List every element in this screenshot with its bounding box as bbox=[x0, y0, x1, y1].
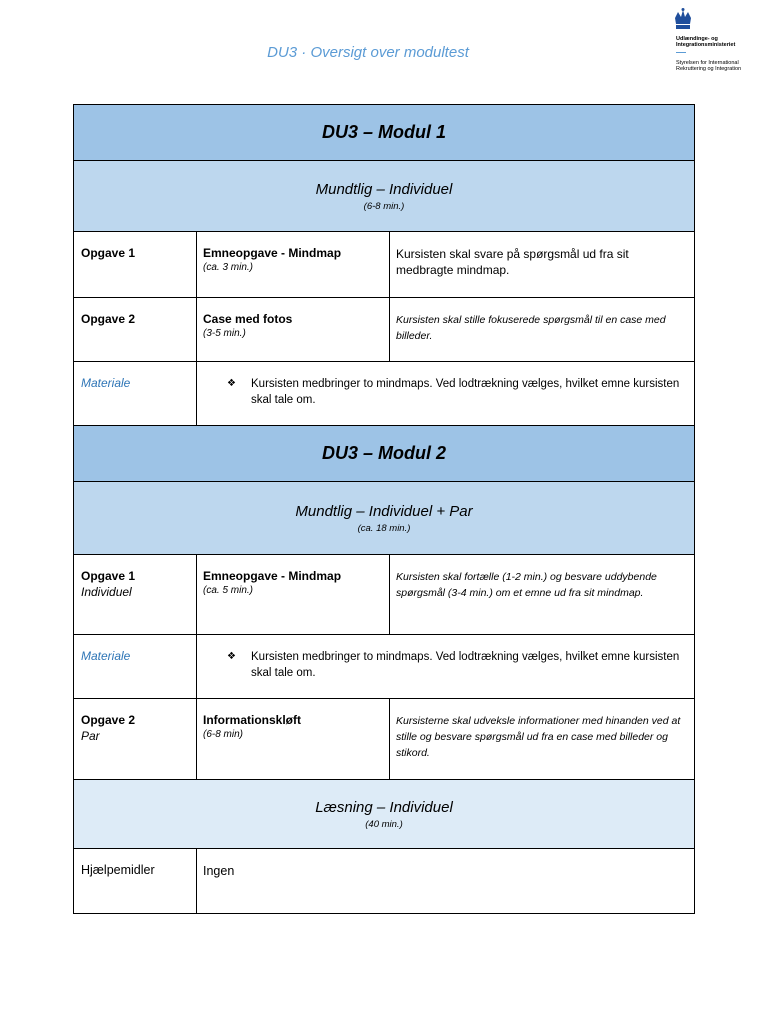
modul2-opgave1-label-cell bbox=[74, 555, 197, 634]
crown-icon bbox=[672, 8, 694, 32]
modul1-section-header bbox=[73, 161, 695, 232]
modul2-opgave2-desc: Kursisterne skal udveksle informationer med hinanden ved at stille og besvare spørgsmål ud fra en case med billeder og stikord. bbox=[396, 715, 681, 759]
modul1-opgave2-desc: Kursisten skal stille fokuserede spørgsmål til en case med billeder. bbox=[396, 314, 666, 342]
laesning-title: Læsning – Individuel bbox=[315, 798, 453, 816]
modul2-opgave1-name: Emneopgave - Mindmap bbox=[203, 569, 342, 583]
logo-line-1: Udlændinge- og bbox=[676, 36, 718, 42]
modul2-opgave2-time: (6-8 min) bbox=[203, 729, 244, 740]
modul2-opgave1-task bbox=[197, 555, 390, 634]
modul1-opgave1-task bbox=[197, 232, 390, 297]
modul2-opgave1-time: (ca. 5 min.) bbox=[203, 585, 254, 596]
modul2-opgave1-desc: Kursisten skal fortælle (1-2 min.) og besvare uddybende spørgsmål (3-4 min.) om et emne ud fra sit mindmap. bbox=[396, 571, 657, 599]
laesning-note: (40 min.) bbox=[365, 818, 403, 830]
laesning-header bbox=[73, 780, 695, 849]
hjaelpemidler-value: Ingen bbox=[203, 864, 235, 878]
modul1-opgave1-label: Opgave 1 bbox=[74, 232, 197, 297]
modul2-opgave1-row bbox=[73, 555, 695, 635]
modul2-materiale-row bbox=[73, 635, 695, 699]
modul1-section-note: (6-8 min.) bbox=[363, 200, 405, 212]
modul1-materiale-label: Materiale bbox=[74, 362, 197, 425]
modul2-materiale-label: Materiale bbox=[74, 635, 197, 698]
modul2-section-header bbox=[73, 482, 695, 555]
logo-line-3: Styrelsen for International bbox=[676, 60, 739, 66]
modul2-header bbox=[73, 426, 695, 482]
modul2-opgave1-sub: Individuel bbox=[81, 585, 132, 599]
module-overview-table bbox=[73, 104, 695, 914]
modul2-opgave2-task bbox=[197, 699, 390, 779]
modul1-opgave1-desc: Kursisten skal svare på spørgsmål ud fra sit medbragte mindmap. bbox=[396, 247, 629, 277]
modul2-section-note: (ca. 18 min.) bbox=[357, 522, 411, 534]
modul1-opgave1-name: Emneopgave - Mindmap bbox=[203, 246, 342, 260]
hjaelpemidler-label: Hjælpemidler bbox=[74, 849, 197, 913]
modul1-opgave2-time: (3-5 min.) bbox=[203, 328, 246, 339]
modul1-opgave1-row bbox=[73, 232, 695, 298]
modul1-opgave2-row bbox=[73, 298, 695, 362]
modul1-header bbox=[73, 104, 695, 161]
modul1-section-title: Mundtlig – Individuel bbox=[315, 180, 453, 198]
modul1-opgave1-time: (ca. 3 min.) bbox=[203, 262, 254, 273]
modul2-materiale-content bbox=[197, 635, 694, 698]
modul1-materiale-text: Kursisten medbringer to mindmaps. Ved lodtrækning vælges, hvilket emne kursisten skal tale om. bbox=[251, 378, 680, 406]
modul2-opgave2-row bbox=[73, 699, 695, 780]
document-title: DU3 · Oversigt over modultest bbox=[267, 44, 469, 61]
modul2-materiale-text: Kursisten medbringer to mindmaps. Ved lodtrækning vælges, hvilket emne kursisten skal tale om. bbox=[251, 651, 680, 679]
diamond-bullet-icon: ❖ bbox=[227, 651, 236, 662]
modul2-opgave2-name: Informationskløft bbox=[203, 713, 301, 727]
modul2-opgave2-sub: Par bbox=[81, 729, 100, 743]
modul1-opgave2-name: Case med fotos bbox=[203, 312, 293, 326]
modul1-opgave2-task bbox=[197, 298, 390, 361]
logo-line-4: Rekruttering og Integration bbox=[676, 66, 742, 72]
ministry-logo bbox=[672, 8, 762, 72]
modul2-section-title: Mundtlig – Individuel + Par bbox=[295, 502, 473, 520]
modul2-title: DU3 – Modul 2 bbox=[321, 443, 446, 463]
modul2-opgave2-label-cell bbox=[74, 699, 197, 779]
logo-line-2: Integrationsministeriet bbox=[676, 42, 736, 48]
diamond-bullet-icon: ❖ bbox=[227, 378, 236, 389]
modul1-materiale-content bbox=[197, 362, 694, 425]
modul1-title: DU3 – Modul 1 bbox=[321, 122, 446, 142]
modul1-materiale-row bbox=[73, 362, 695, 426]
hjaelpemidler-row bbox=[73, 849, 695, 914]
modul2-opgave2-label: Opgave 2 bbox=[81, 713, 136, 727]
logo-divider bbox=[676, 52, 686, 53]
modul2-opgave1-label: Opgave 1 bbox=[81, 569, 136, 583]
modul1-opgave2-label: Opgave 2 bbox=[74, 298, 197, 361]
